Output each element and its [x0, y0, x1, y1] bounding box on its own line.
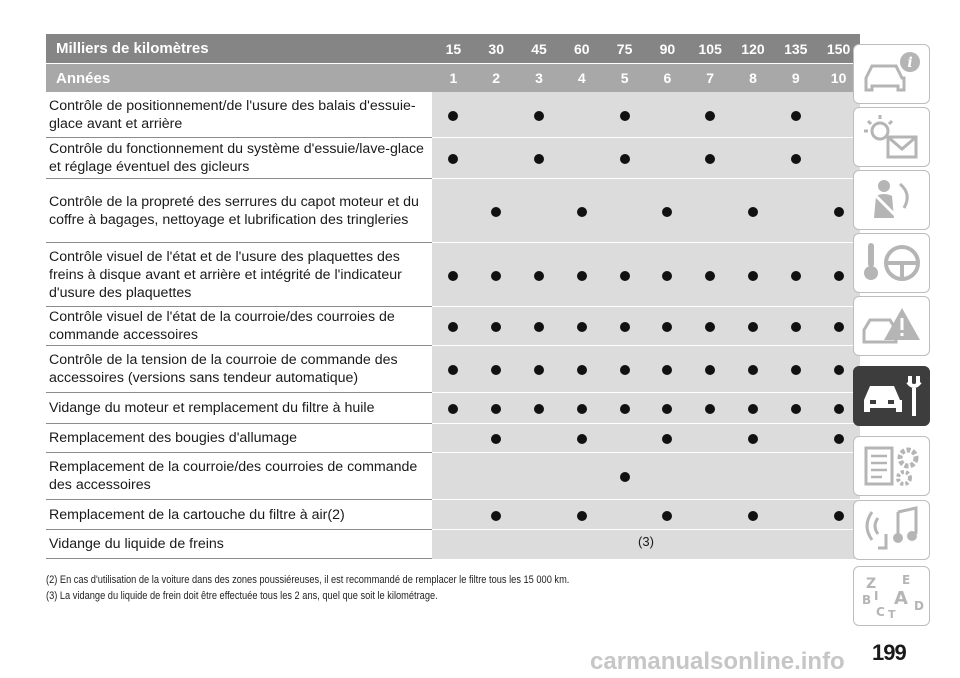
schedule-cell — [774, 138, 817, 179]
page-number: 199 — [872, 640, 906, 665]
scheduled-dot-icon — [577, 322, 587, 332]
schedule-cell — [432, 453, 475, 500]
scheduled-dot-icon — [705, 404, 715, 414]
schedule-cell — [603, 179, 646, 243]
scheduled-dot-icon — [705, 322, 715, 332]
table-row-brake-fluid — [46, 530, 860, 559]
scheduled-dot-icon — [491, 207, 501, 217]
schedule-cell — [603, 138, 646, 179]
year-value: 4 — [560, 64, 603, 93]
year-value: 10 — [817, 64, 860, 93]
key-steering-wheel-icon — [858, 237, 926, 289]
footnote-2: (2) En cas d'utilisation de la voiture dans des zones poussiéreuses, il est recommandé de remplacer le filtre tous les 15 000 km. — [46, 574, 570, 586]
schedule-cell — [646, 138, 689, 179]
year-value: 8 — [732, 64, 775, 93]
schedule-cell — [518, 393, 561, 424]
scheduled-dot-icon — [491, 365, 501, 375]
schedule-cell — [689, 179, 732, 243]
scheduled-dot-icon — [748, 365, 758, 375]
year-value: 3 — [518, 64, 561, 93]
scheduled-dot-icon — [448, 111, 458, 121]
schedule-cell — [475, 453, 518, 500]
schedule-cell — [774, 453, 817, 500]
scheduled-dot-icon — [577, 511, 587, 521]
schedule-cell — [518, 307, 561, 346]
row-label: Contrôle de la tension de la courroie de commande des accessoires (versions sans tendeur automatique) — [46, 346, 432, 393]
schedule-cell — [432, 393, 475, 424]
scheduled-dot-icon — [620, 322, 630, 332]
km-value: 30 — [475, 34, 518, 64]
schedule-cell — [603, 453, 646, 500]
schedule-cell — [646, 179, 689, 243]
car-emergency-icon — [858, 300, 926, 352]
scheduled-dot-icon — [662, 207, 672, 217]
schedule-cell — [732, 179, 775, 243]
scheduled-dot-icon — [620, 111, 630, 121]
scheduled-dot-icon — [791, 154, 801, 164]
schedule-cell — [689, 500, 732, 530]
scheduled-dot-icon — [534, 322, 544, 332]
km-value: 120 — [732, 34, 775, 64]
scheduled-dot-icon — [577, 434, 587, 444]
schedule-cell — [560, 307, 603, 346]
scheduled-dot-icon — [705, 154, 715, 164]
scheduled-dot-icon — [491, 511, 501, 521]
scheduled-dot-icon — [834, 404, 844, 414]
svg-text:i: i — [907, 55, 913, 71]
tab-safety[interactable] — [853, 170, 930, 230]
schedule-cell — [732, 138, 775, 179]
schedule-cell — [518, 453, 561, 500]
schedule-cell — [475, 138, 518, 179]
scheduled-dot-icon — [662, 511, 672, 521]
schedule-cell — [774, 346, 817, 393]
km-value: 60 — [560, 34, 603, 64]
schedule-cell — [475, 346, 518, 393]
year-value: 1 — [432, 64, 475, 93]
scheduled-dot-icon — [791, 404, 801, 414]
schedule-cell — [560, 500, 603, 530]
scheduled-dot-icon — [534, 111, 544, 121]
row-label: Vidange du liquide de freins — [46, 530, 432, 559]
scheduled-dot-icon — [834, 365, 844, 375]
scheduled-dot-icon — [620, 472, 630, 482]
schedule-cell — [518, 179, 561, 243]
schedule-cell — [560, 346, 603, 393]
schedule-cell — [432, 92, 475, 138]
schedule-cell — [603, 307, 646, 346]
schedule-cell — [732, 453, 775, 500]
tab-multimedia[interactable] — [853, 500, 930, 560]
scheduled-dot-icon — [448, 404, 458, 414]
schedule-cell — [518, 424, 561, 453]
schedule-cell — [689, 307, 732, 346]
scheduled-dot-icon — [834, 322, 844, 332]
km-value: 75 — [603, 34, 646, 64]
scheduled-dot-icon — [662, 271, 672, 281]
km-value: 105 — [689, 34, 732, 64]
schedule-cell — [518, 500, 561, 530]
km-value: 15 — [432, 34, 475, 64]
year-value: 5 — [603, 64, 646, 93]
schedule-cell — [603, 424, 646, 453]
schedule-cell — [732, 500, 775, 530]
table-row — [46, 424, 860, 453]
schedule-cell — [560, 243, 603, 307]
tab-emergency[interactable] — [853, 296, 930, 356]
schedule-cell — [774, 424, 817, 453]
schedule-cell — [475, 500, 518, 530]
svg-text:A: A — [894, 588, 908, 609]
scheduled-dot-icon — [705, 365, 715, 375]
schedule-cell — [603, 500, 646, 530]
schedule-cell — [689, 92, 732, 138]
scheduled-dot-icon — [748, 404, 758, 414]
header-years-label: Années — [46, 64, 432, 93]
scheduled-dot-icon — [491, 271, 501, 281]
scheduled-dot-icon — [705, 271, 715, 281]
svg-text:I: I — [874, 589, 879, 603]
table-row — [46, 453, 860, 500]
scheduled-dot-icon — [834, 207, 844, 217]
schedule-cell — [689, 453, 732, 500]
schedule-cell — [689, 424, 732, 453]
car-info-icon — [858, 48, 926, 100]
schedule-cell — [774, 393, 817, 424]
scheduled-dot-icon — [491, 434, 501, 444]
schedule-cell — [774, 307, 817, 346]
header-row-km — [46, 34, 860, 64]
scheduled-dot-icon — [491, 322, 501, 332]
scheduled-dot-icon — [834, 271, 844, 281]
scheduled-dot-icon — [448, 365, 458, 375]
table-row — [46, 138, 860, 179]
schedule-cell — [646, 453, 689, 500]
schedule-cell — [646, 92, 689, 138]
row-label: Contrôle visuel de l'état et de l'usure des plaquettes des freins à disque avant et arrière et intégrité de l'indicateur d'usure des plaquettes — [46, 243, 432, 307]
schedule-cell — [603, 346, 646, 393]
schedule-cell — [475, 307, 518, 346]
schedule-cell — [475, 92, 518, 138]
row-label: Contrôle de la propreté des serrures du capot moteur et du coffre à bagages, nettoyage et lubrification des tringleries — [46, 179, 432, 243]
schedule-cell — [603, 243, 646, 307]
tab-index[interactable] — [853, 566, 930, 626]
footnote-3: (3) La vidange du liquide de frein doit être effectuée tous les 2 ans, quel que soit le kilométrage. — [46, 590, 438, 602]
scheduled-dot-icon — [705, 111, 715, 121]
scheduled-dot-icon — [620, 365, 630, 375]
scheduled-dot-icon — [577, 271, 587, 281]
schedule-cell — [732, 243, 775, 307]
schedule-cell — [732, 92, 775, 138]
svg-text:E: E — [902, 573, 911, 587]
tab-maintenance[interactable] — [853, 366, 930, 426]
scheduled-dot-icon — [620, 404, 630, 414]
km-value: 90 — [646, 34, 689, 64]
scheduled-dot-icon — [834, 434, 844, 444]
scheduled-dot-icon — [448, 322, 458, 332]
schedule-cell — [432, 179, 475, 243]
scheduled-dot-icon — [491, 404, 501, 414]
schedule-cell — [432, 500, 475, 530]
scheduled-dot-icon — [791, 322, 801, 332]
schedule-cell — [560, 424, 603, 453]
row-label: Remplacement de la courroie/des courroies de commande des accessoires — [46, 453, 432, 500]
km-value: 135 — [774, 34, 817, 64]
scheduled-dot-icon — [748, 322, 758, 332]
row-label: Vidange du moteur et remplacement du filtre à huile — [46, 393, 432, 424]
scheduled-dot-icon — [448, 154, 458, 164]
multimedia-icon — [858, 504, 926, 556]
year-value: 6 — [646, 64, 689, 93]
scheduled-dot-icon — [534, 404, 544, 414]
schedule-cell — [774, 92, 817, 138]
schedule-cell — [646, 307, 689, 346]
svg-text:C: C — [876, 605, 885, 619]
schedule-cell — [560, 453, 603, 500]
scheduled-dot-icon — [577, 404, 587, 414]
watermark: carmanualsonline.info — [590, 648, 845, 675]
schedule-cell — [646, 424, 689, 453]
schedule-cell — [774, 500, 817, 530]
year-value: 9 — [774, 64, 817, 93]
scheduled-dot-icon — [791, 111, 801, 121]
km-value: 150 — [817, 34, 860, 64]
scheduled-dot-icon — [620, 154, 630, 164]
schedule-cell — [475, 393, 518, 424]
schedule-cell — [774, 243, 817, 307]
tab-specifications[interactable] — [853, 436, 930, 496]
schedule-cell — [432, 307, 475, 346]
schedule-cell — [560, 179, 603, 243]
table-row — [46, 92, 860, 138]
table-row — [46, 393, 860, 424]
schedule-cell — [646, 243, 689, 307]
scheduled-dot-icon — [662, 434, 672, 444]
scheduled-dot-icon — [662, 322, 672, 332]
schedule-cell — [646, 500, 689, 530]
brake-fluid-note: (3) — [432, 530, 860, 559]
schedule-cell — [732, 393, 775, 424]
schedule-cell — [475, 179, 518, 243]
schedule-cell — [732, 346, 775, 393]
header-row-years — [46, 64, 860, 93]
year-value: 7 — [689, 64, 732, 93]
svg-text:B: B — [862, 593, 872, 607]
schedule-cell — [560, 92, 603, 138]
scheduled-dot-icon — [748, 434, 758, 444]
scheduled-dot-icon — [791, 365, 801, 375]
schedule-cell — [432, 138, 475, 179]
schedule-cell — [689, 393, 732, 424]
row-label: Contrôle de positionnement/de l'usure des balais d'essuie-glace avant et arrière — [46, 92, 432, 138]
schedule-cell — [732, 307, 775, 346]
specifications-gear-icon — [858, 440, 926, 492]
scheduled-dot-icon — [662, 365, 672, 375]
scheduled-dot-icon — [577, 365, 587, 375]
row-label: Contrôle du fonctionnement du système d'essuie/lave-glace et réglage éventuel des gicleurs — [46, 138, 432, 179]
svg-text:D: D — [914, 599, 924, 613]
schedule-cell — [689, 346, 732, 393]
km-value: 45 — [518, 34, 561, 64]
scheduled-dot-icon — [577, 207, 587, 217]
schedule-cell — [560, 138, 603, 179]
scheduled-dot-icon — [620, 271, 630, 281]
scheduled-dot-icon — [662, 404, 672, 414]
svg-text:Z: Z — [866, 576, 877, 592]
schedule-cell — [646, 393, 689, 424]
tab-dashboard[interactable] — [853, 107, 930, 167]
row-label: Remplacement de la cartouche du filtre à air(2) — [46, 500, 432, 530]
schedule-cell — [432, 243, 475, 307]
scheduled-dot-icon — [748, 207, 758, 217]
schedule-cell — [518, 92, 561, 138]
schedule-cell — [475, 243, 518, 307]
schedule-cell — [603, 393, 646, 424]
table-row — [46, 179, 860, 243]
schedule-cell — [603, 92, 646, 138]
table-row — [46, 500, 860, 530]
scheduled-dot-icon — [748, 511, 758, 521]
schedule-cell — [646, 346, 689, 393]
schedule-cell — [432, 424, 475, 453]
scheduled-dot-icon — [534, 154, 544, 164]
car-maintenance-wrench-icon — [858, 370, 926, 422]
scheduled-dot-icon — [534, 271, 544, 281]
scheduled-dot-icon — [748, 271, 758, 281]
dashboard-warning-icon — [858, 111, 926, 163]
row-label: Contrôle visuel de l'état de la courroie/des courroies de commande accessoires — [46, 307, 432, 346]
row-label: Remplacement des bougies d'allumage — [46, 424, 432, 453]
header-km-label: Milliers de kilomètres — [46, 34, 432, 64]
year-value: 2 — [475, 64, 518, 93]
tab-starting-driving[interactable] — [853, 233, 930, 293]
tab-car-info[interactable] — [853, 44, 930, 104]
schedule-cell — [732, 424, 775, 453]
table-row — [46, 243, 860, 307]
seatbelt-airbag-icon — [858, 174, 926, 226]
schedule-cell — [689, 243, 732, 307]
scheduled-dot-icon — [791, 271, 801, 281]
schedule-cell — [689, 138, 732, 179]
schedule-cell — [518, 346, 561, 393]
table-row — [46, 346, 860, 393]
scheduled-dot-icon — [534, 365, 544, 375]
maintenance-schedule-table — [46, 34, 860, 559]
schedule-cell — [560, 393, 603, 424]
footnotes — [46, 572, 846, 604]
scheduled-dot-icon — [448, 271, 458, 281]
schedule-cell — [475, 424, 518, 453]
schedule-cell — [432, 346, 475, 393]
svg-text:T: T — [888, 608, 896, 621]
scheduled-dot-icon — [834, 511, 844, 521]
table-row — [46, 307, 860, 346]
schedule-cell — [518, 138, 561, 179]
schedule-cell — [774, 179, 817, 243]
schedule-cell — [518, 243, 561, 307]
alphabetical-index-icon — [858, 570, 926, 622]
